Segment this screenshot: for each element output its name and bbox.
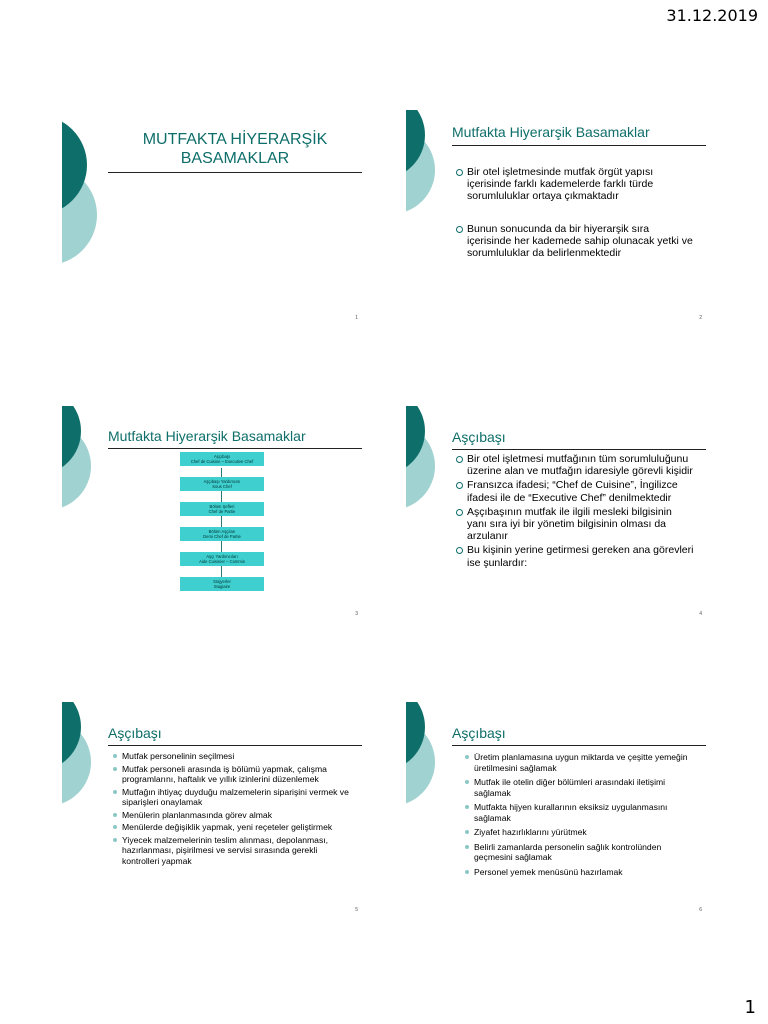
org-box-subtitle: Chef de Partie: [208, 509, 236, 515]
org-box-title: Aşçı Yardımcıları: [206, 554, 238, 559]
list-item: Personel yemek menüsünü hazırlamak: [464, 867, 694, 878]
slide-title: MUTFAKTA HİYERARŞİK BASAMAKLAR: [142, 131, 328, 167]
title-underline: [108, 172, 362, 173]
org-box-stagiaire: [180, 577, 264, 591]
list-item: Aşçıbaşının mutfak ile ilgili mesleki bilgisinin yanı sıra iyi bir yönetim bilgisinin olması da arzulanır: [456, 506, 694, 543]
slide-4: [406, 406, 706, 621]
org-box-title: Stajyerler: [213, 579, 231, 584]
bullet-list: [112, 751, 350, 868]
slide-title: Aşçıbaşı: [452, 429, 506, 445]
list-item: Fransızca ifadesi; “Chef de Cuisine”, İngilizce ifadesi ile de “Executive Chef” denilmektedir: [456, 479, 694, 503]
list-item: Ziyafet hazırlıklarını yürütmek: [464, 827, 694, 838]
slide-decoration: [406, 406, 456, 566]
slide-number: 4: [699, 611, 702, 617]
org-box-subtitle: Demi Chef de Partie: [203, 534, 241, 540]
print-date: 31.12.2019: [666, 6, 758, 25]
list-item: Yiyecek malzemelerinin teslim alınması, depolanması, hazırlanması, pişirilmesi ve servisi sırasında gerekli kontrolleri yapmak: [112, 835, 350, 867]
org-box-demi-chef: [180, 527, 264, 541]
slide-number: 5: [355, 907, 358, 913]
slide-number: 6: [699, 907, 702, 913]
slide-6: [406, 702, 706, 917]
title-underline: [452, 145, 706, 146]
slide-number: 1: [355, 315, 358, 321]
bullet-list: [464, 752, 694, 879]
org-box-chef-de-partie: [180, 502, 264, 516]
slide-title: Mutfakta Hiyerarşik Basamaklar: [108, 428, 306, 444]
bullet-list: [456, 453, 694, 569]
org-box-subtitle: Aide Cuisinier – Commis: [199, 559, 245, 565]
page-number: 1: [744, 997, 756, 1018]
org-box-title: Bölüm Aşçıları: [208, 529, 236, 534]
list-item: Bunun sonucunda da bir hiyerarşik sıra içerisinde her kademede sahip olunacak yetki ve sorumluluklar da belirlenmektedir: [456, 223, 694, 260]
list-item: Menülerde değişiklik yapmak, yeni reçeteler geliştirmek: [112, 822, 350, 833]
org-box-subtitle: Sous Chef: [212, 484, 232, 490]
list-item: Mutfak ile otelin diğer bölümleri arasındaki iletişimi sağlamak: [464, 777, 694, 798]
slide-decoration: [406, 110, 456, 270]
bullet-list: [456, 166, 694, 259]
slide-decoration: [62, 406, 112, 566]
list-item: Menülerin planlanmasında görev almak: [112, 810, 350, 821]
slide-decoration: [62, 110, 112, 270]
org-box-executive-chef: [180, 452, 264, 466]
title-underline: [452, 449, 706, 450]
org-box-subtitle: Stagiaire: [213, 584, 231, 590]
list-item: Bir otel işletmesinde mutfak örgüt yapısı içerisinde farklı kademelerde farklı türde sorumluluklar ortaya çıkmaktadır: [456, 166, 694, 203]
title-underline: [452, 745, 706, 746]
list-item: Mutfak personelinin seçilmesi: [112, 751, 350, 762]
org-box-commis: [180, 552, 264, 566]
title-underline: [108, 745, 362, 746]
org-box-title: Bölüm Şefleri: [209, 504, 235, 509]
slide-decoration: [62, 702, 112, 862]
slide-number: 3: [355, 611, 358, 617]
list-item: Üretim planlamasına uygun miktarda ve çeşitte yemeğin üretilmesini sağlamak: [464, 752, 694, 773]
slide-number: 2: [699, 315, 702, 321]
list-item: Mutfağın ihtiyaç duyduğu malzemelerin siparişini vermek ve siparişleri onaylamak: [112, 787, 350, 808]
slide-5: [62, 702, 362, 917]
slide-3: [62, 406, 362, 621]
org-box-sous-chef: [180, 477, 264, 491]
slide-title: Aşçıbaşı: [452, 725, 506, 741]
list-item: Mutfak personeli arasında iş bölümü yapmak, çalışma programlarını, haftalık ve yıllık izinlerini düzenlemek: [112, 764, 350, 785]
list-item: Bir otel işletmesi mutfağının tüm sorumluluğunu üzerine alan ve mutfağın idaresiyle görevli kişidir: [456, 453, 694, 477]
list-item: Mutfakta hijyen kurallarının eksiksiz uygulanmasını sağlamak: [464, 802, 694, 823]
org-box-title: Aşçıbaşı: [213, 454, 231, 459]
org-box-title: Aşçıbaşı Yardımcısı: [203, 479, 241, 484]
slide-decoration: [406, 702, 456, 862]
list-item: Bu kişinin yerine getirmesi gereken ana görevleri ise şunlardır:: [456, 544, 694, 568]
org-box-subtitle: Chef de Cuisine – Executive Chef: [190, 459, 254, 465]
slide-1: [62, 110, 362, 325]
list-item: Belirli zamanlarda personelin sağlık kontrolünden geçmesini sağlamak: [464, 842, 694, 863]
slide-title: Aşçıbaşı: [108, 725, 162, 741]
slide-2: [406, 110, 706, 325]
slide-title: Mutfakta Hiyerarşik Basamaklar: [452, 124, 650, 140]
title-underline: [108, 448, 362, 449]
